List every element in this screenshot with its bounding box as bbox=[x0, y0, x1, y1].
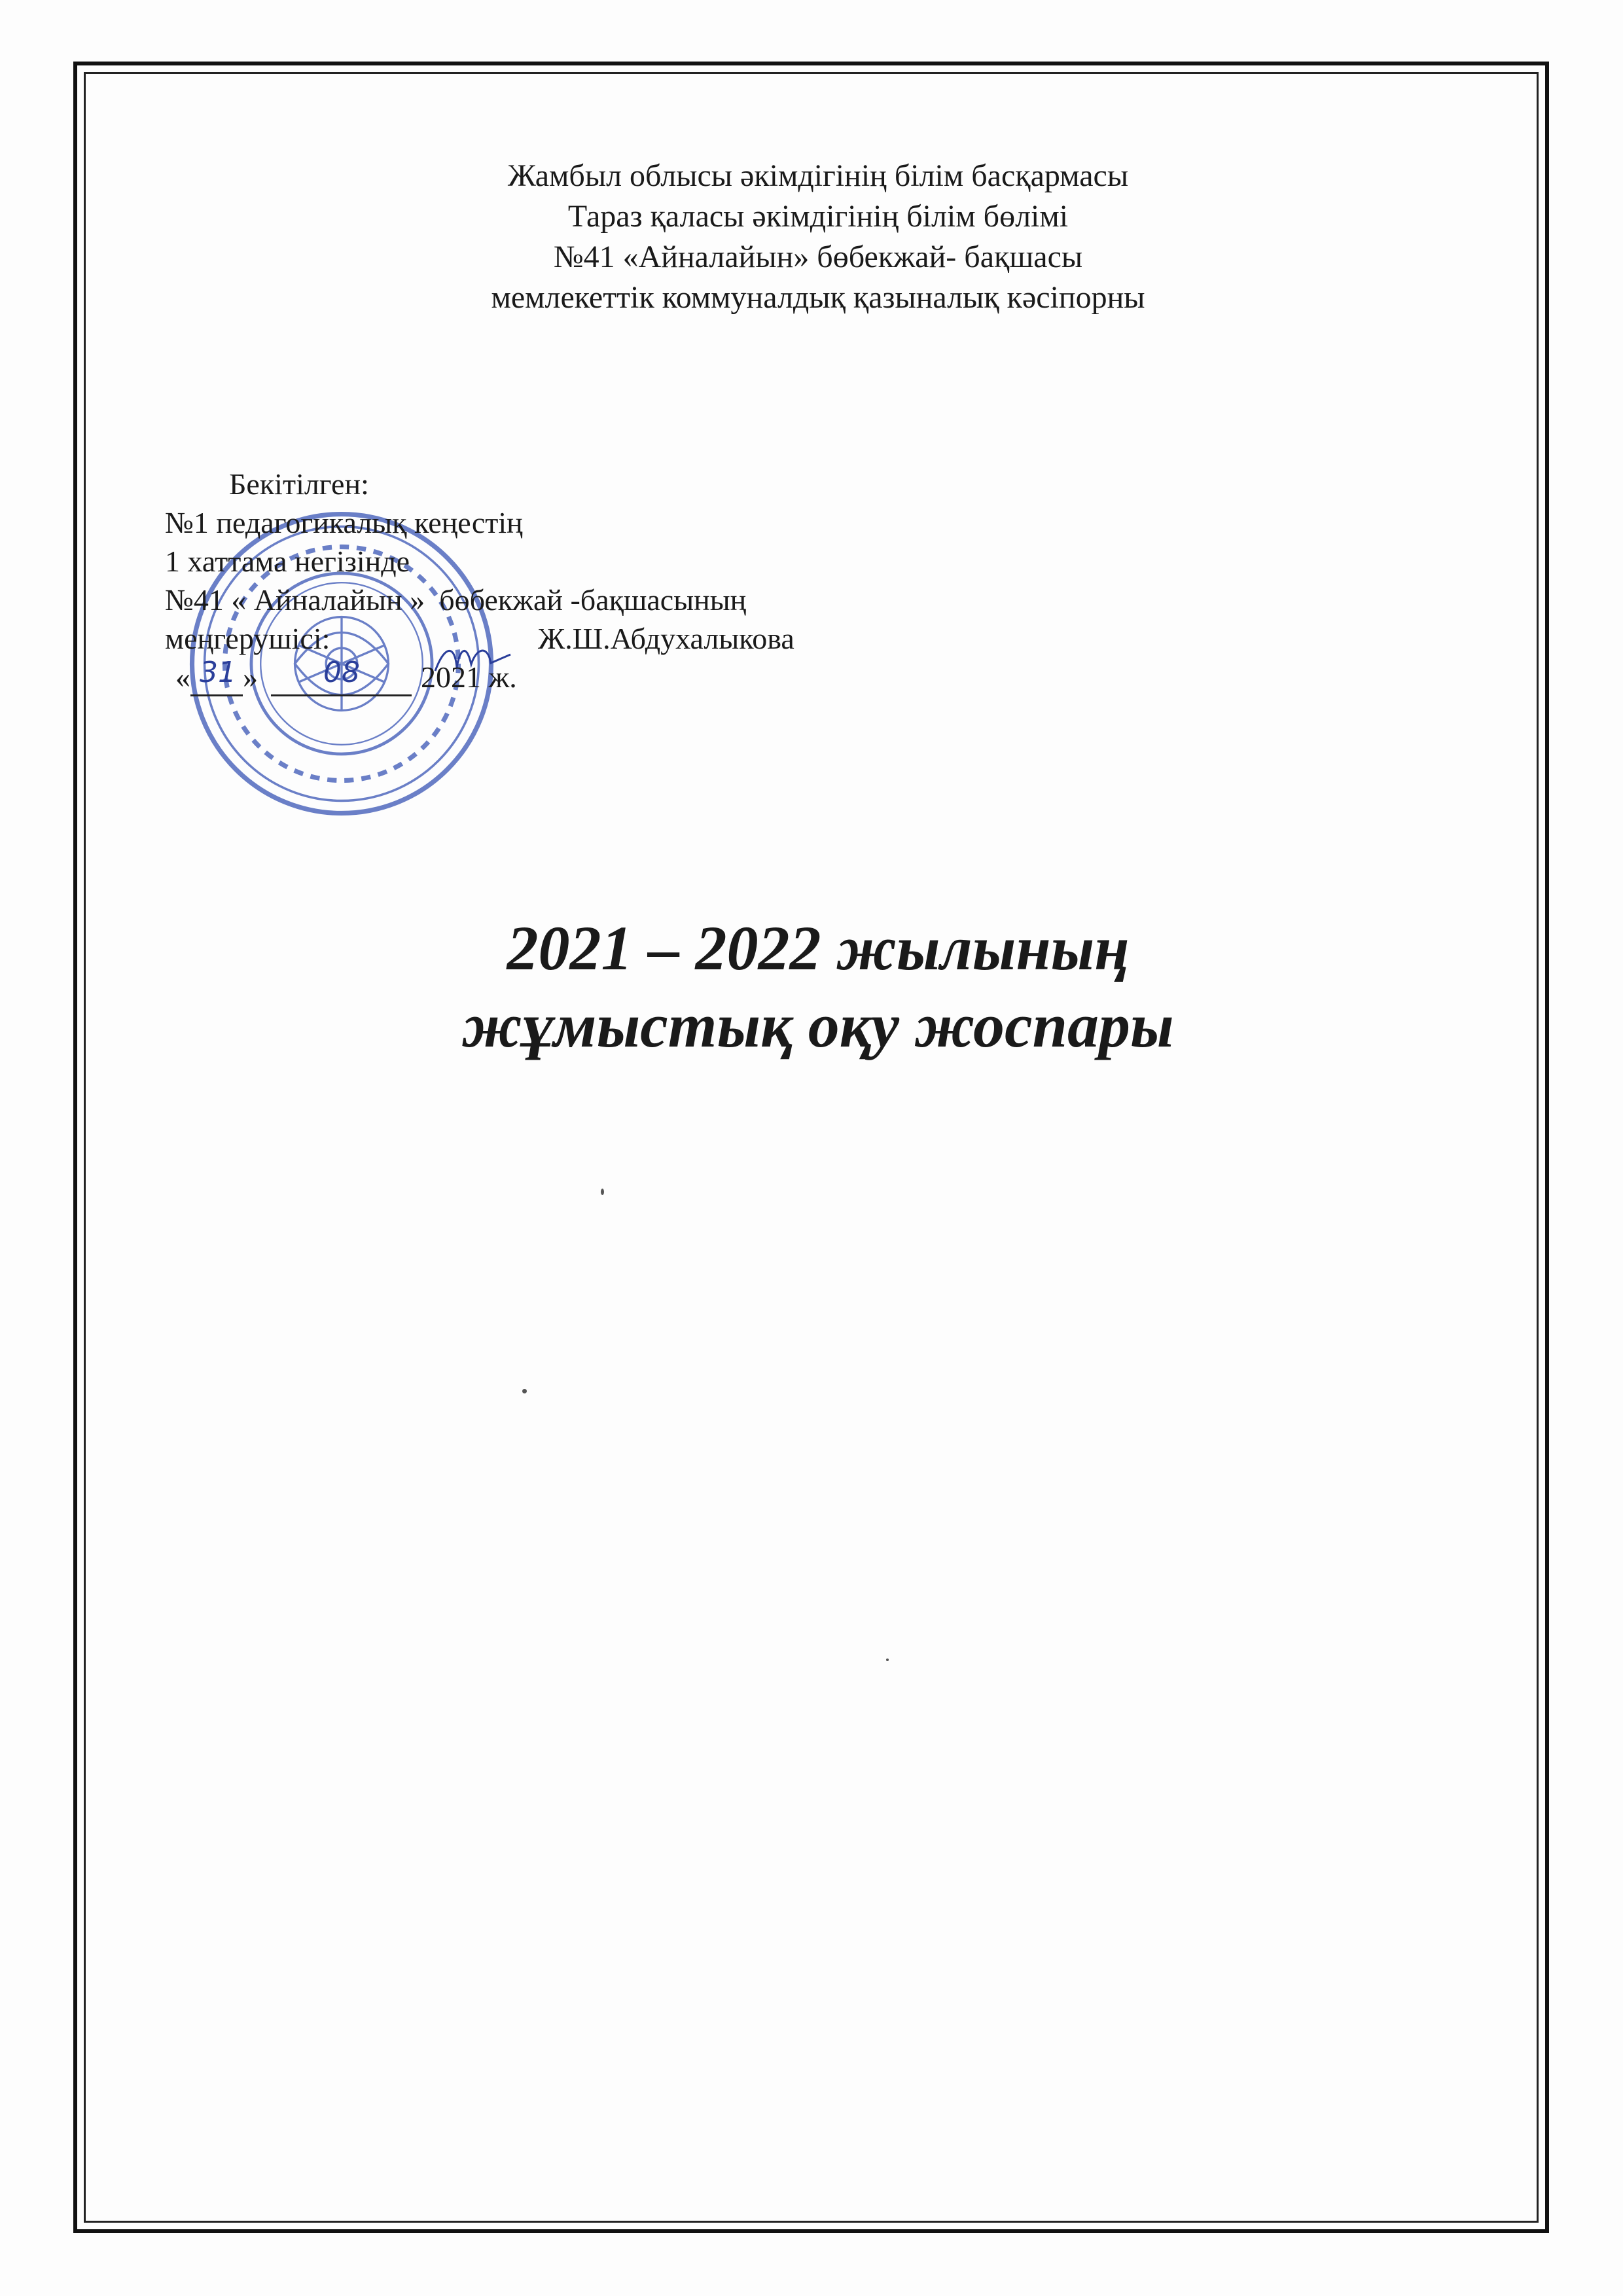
scan-speck bbox=[601, 1189, 604, 1195]
approval-block bbox=[165, 465, 794, 696]
header-line-1: Жамбыл облысы әкімдігінің білім басқармасы bbox=[507, 158, 1129, 193]
head-name: Ж.Ш.Абдухалыкова bbox=[538, 622, 794, 655]
approval-council: №1 педагогикалық кеңестің bbox=[165, 506, 523, 539]
date-quote-open: « bbox=[175, 660, 190, 694]
school-name: №41 « Айналайын » bbox=[165, 583, 425, 617]
title-line-2: жұмыстық оқу жоспары bbox=[462, 990, 1174, 1060]
document-title bbox=[196, 910, 1440, 1064]
scan-speck bbox=[886, 1659, 889, 1661]
approval-school bbox=[165, 581, 794, 619]
scan-speck bbox=[522, 1389, 527, 1393]
date-day: 31 bbox=[200, 656, 236, 689]
date-month: 08 bbox=[323, 656, 360, 689]
approval-date bbox=[165, 658, 794, 696]
date-day-line bbox=[190, 656, 243, 696]
date-year: 2021 ж. bbox=[421, 660, 517, 694]
approval-head bbox=[165, 619, 794, 658]
header-line-2: Тараз қаласы әкімдігінің білім бөлімі bbox=[567, 199, 1069, 234]
date-month-line bbox=[271, 656, 412, 696]
page-border-inner bbox=[84, 72, 1539, 2223]
header-line-3: №41 «Айналайын» бөбекжай- бақшасы bbox=[553, 240, 1083, 274]
title-line-1: 2021 – 2022 жылының bbox=[507, 913, 1130, 983]
head-label: меңгерушісі: bbox=[165, 622, 330, 655]
school-type: бөбекжай -бақшасының bbox=[439, 583, 747, 617]
organization-header bbox=[196, 156, 1440, 318]
approval-protocol: 1 хаттама негізінде bbox=[165, 545, 410, 578]
header-line-4: мемлекеттік коммуналдық қазыналық кәсіпорны bbox=[491, 280, 1145, 315]
date-quote-mid: » bbox=[243, 660, 258, 694]
approval-title: Бекітілген: bbox=[229, 467, 369, 501]
